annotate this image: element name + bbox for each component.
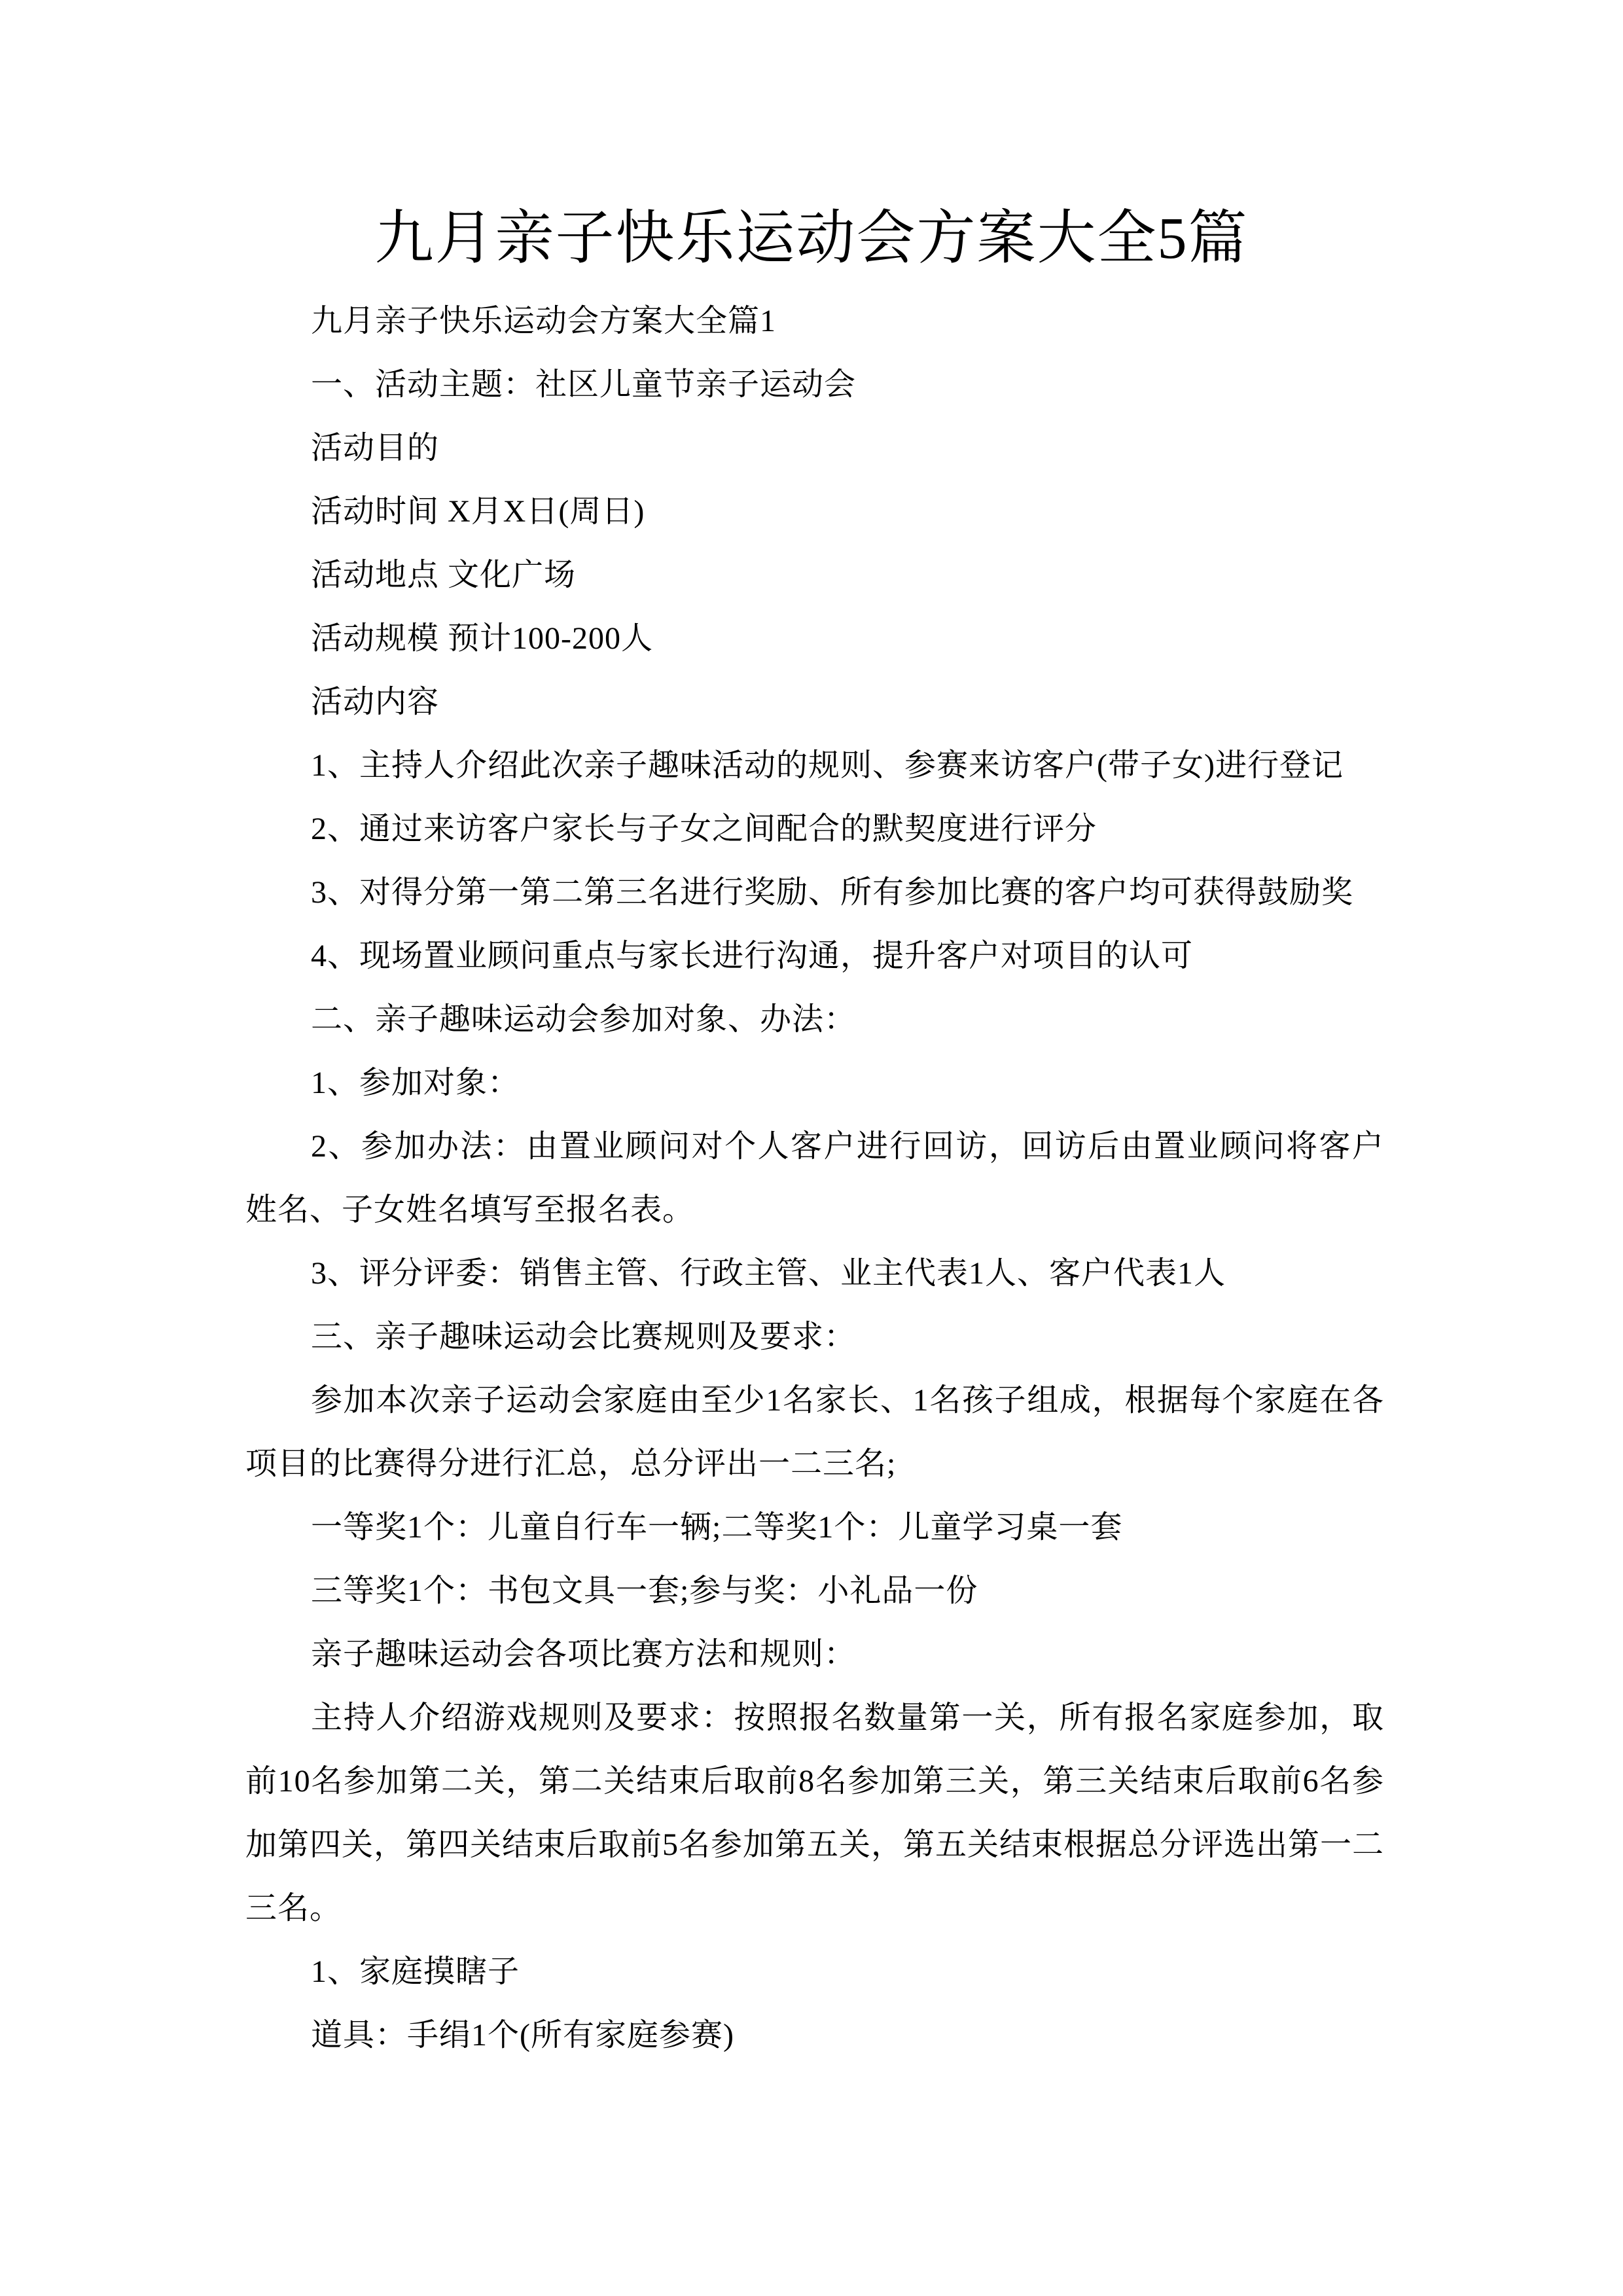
methods-paragraph: 主持人介绍游戏规则及要求：按照报名数量第一关，所有报名家庭参加，取前10名参加第二关，第二关结束后取前8名参加第三关，第三关结束后取前6名参加第四关，第四关结束后取前5名参加第五关，第五关结束根据总分评选出第一二三名。 — [245, 1700, 1385, 1926]
prize-line: 三等奖1个：书包文具一套;参与奖：小礼品一份 — [311, 1573, 978, 1608]
activity-scale: 活动规模 预计100-200人 — [311, 621, 653, 656]
methods-heading: 亲子趣味运动会各项比赛方法和规则： — [311, 1637, 857, 1672]
participants-heading: 二、亲子趣味运动会参加对象、办法： — [311, 1002, 857, 1037]
content-item: 4、现场置业顾问重点与家长进行沟通，提升客户对项目的认可 — [311, 939, 1194, 973]
activity-location: 活动地点 文化广场 — [311, 558, 577, 592]
rules-heading: 三、亲子趣味运动会比赛规则及要求： — [311, 1319, 857, 1354]
document-title: 九月亲子快乐运动会方案大全5篇 — [374, 206, 1249, 271]
rules-paragraph: 参加本次亲子运动会家庭由至少1名家长、1名孩子组成，根据每个家庭在各项目的比赛得分进行汇总，总分评出一二三名; — [245, 1383, 1384, 1481]
prize-line: 一等奖1个：儿童自行车一辆;二等奖1个：儿童学习桌一套 — [311, 1510, 1123, 1545]
participants-item: 1、参加对象： — [311, 1066, 520, 1100]
content-item: 3、对得分第一第二第三名进行奖励、所有参加比赛的客户均可获得鼓励奖 — [311, 875, 1354, 910]
content-item: 2、通过来访客户家长与子女之间配合的默契度进行评分 — [311, 812, 1097, 846]
content-item: 1、主持人介绍此次亲子趣味活动的规则、参赛来访客户(带子女)进行登记 — [311, 748, 1344, 783]
game-item-title: 1、家庭摸瞎子 — [311, 1954, 520, 1989]
section-heading: 九月亲子快乐运动会方案大全篇1 — [311, 304, 777, 338]
activity-time: 活动时间 X月X日(周日) — [311, 494, 645, 529]
game-item-props: 道具：手绢1个(所有家庭参赛) — [311, 2018, 734, 2053]
participants-item: 3、评分评委：销售主管、行政主管、业主代表1人、客户代表1人 — [311, 1256, 1226, 1291]
activity-purpose: 活动目的 — [311, 431, 440, 465]
activity-theme: 一、活动主题：社区儿童节亲子运动会 — [311, 367, 857, 402]
participants-item: 2、参加办法：由置业顾问对个人客户进行回访，回访后由置业顾问将客户姓名、子女姓名填写至报名表。 — [245, 1129, 1384, 1227]
activity-content-heading: 活动内容 — [311, 685, 440, 719]
document-body — [245, 289, 1384, 2067]
